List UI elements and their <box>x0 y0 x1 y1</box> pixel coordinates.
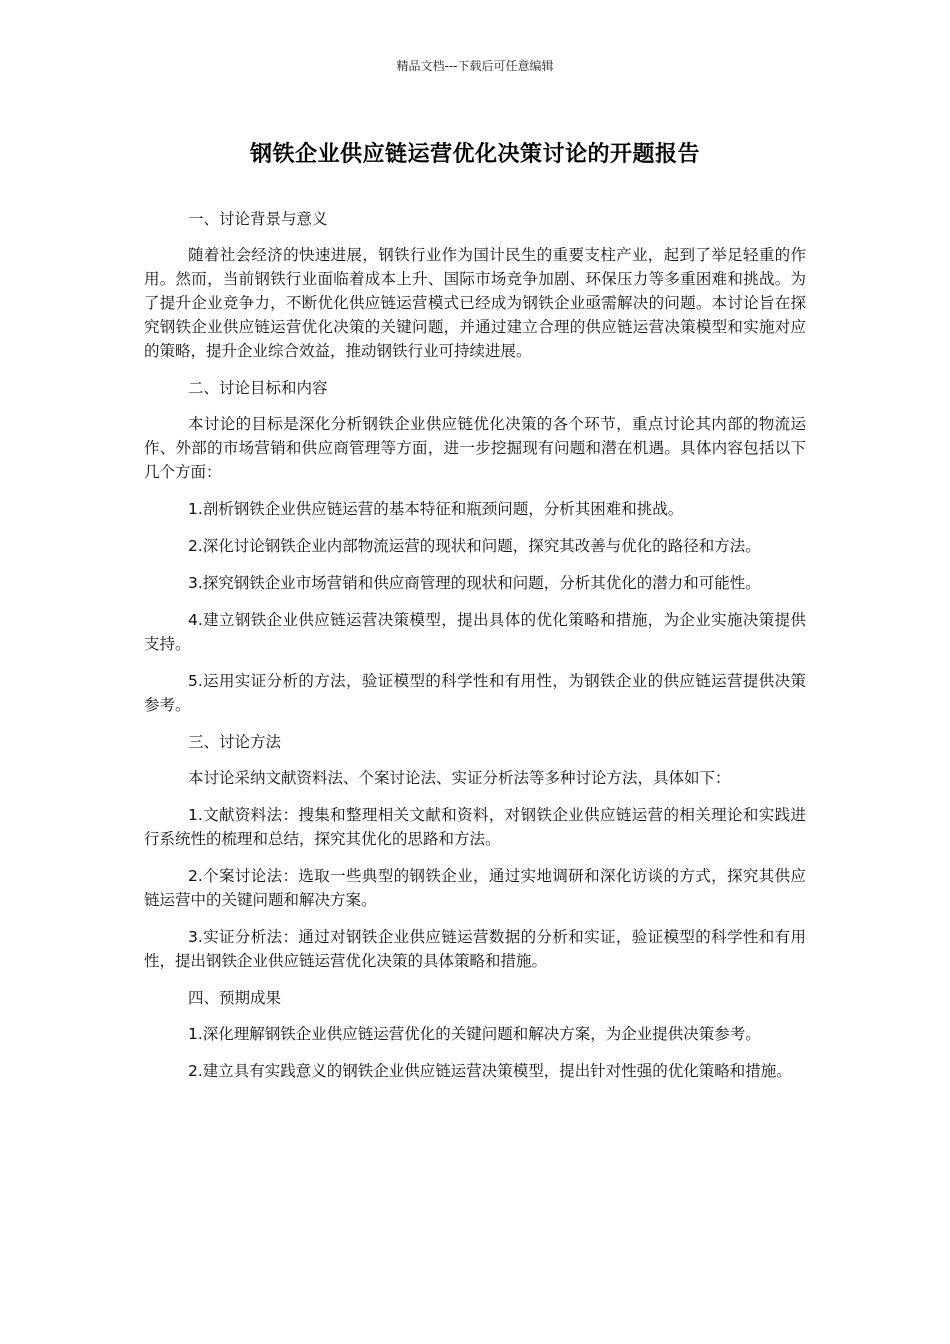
list-item: 1.深化理解钢铁企业供应链运营优化的关键问题和解决方案，为企业提供决策参考。 <box>188 1025 761 1043</box>
paragraph: 本讨论的目标是深化分析钢铁企业供应链优化决策的各个环节，重点讨论其内部的物流运作、外部的市场营销和供应商管理等方面，进一步挖掘现有问题和潜在机遇。具体内容包括以下几个方面： <box>144 415 806 481</box>
list-item: 2.个案讨论法：选取一些典型的钢铁企业，通过实地调研和深化访谈的方式，探究其供应链运营中的关键问题和解决方案。 <box>144 867 806 909</box>
header-note: 精品文档---下载后可任意编辑 <box>396 59 554 73</box>
list-item: 4.建立钢铁企业供应链运营决策模型，提出具体的优化策略和措施，为企业实施决策提供支持。 <box>144 611 806 653</box>
section-heading-objectives: 二、讨论目标和内容 <box>188 379 328 397</box>
list-item: 2.建立具有实践意义的钢铁企业供应链运营决策模型，提出针对性强的优化策略和措施。 <box>188 1062 792 1080</box>
section-heading-outcomes: 四、预期成果 <box>188 989 282 1007</box>
list-item: 3.实证分析法：通过对钢铁企业供应链运营数据的分析和实证，验证模型的科学性和有用性，提出钢铁企业供应链运营优化决策的具体策略和措施。 <box>144 928 806 970</box>
section-heading-methods: 三、讨论方法 <box>188 733 282 751</box>
list-item: 3.探究钢铁企业市场营销和供应商管理的现状和问题，分析其优化的潜力和可能性。 <box>188 574 761 592</box>
list-item: 1.文献资料法：搜集和整理相关文献和资料，对钢铁企业供应链运营的相关理论和实践进行系统性的梳理和总结，探究其优化的思路和方法。 <box>144 806 806 848</box>
list-item: 2.深化讨论钢铁企业内部物流运营的现状和问题，探究其改善与优化的路径和方法。 <box>188 537 761 555</box>
paragraph: 随着社会经济的快速进展，钢铁行业作为国计民生的重要支柱产业，起到了举足轻重的作用。然而，当前钢铁行业面临着成本上升、国际市场竞争加剧、环保压力等多重困难和挑战。为了提升企业竞争力，不断优化供应链运营模式已经成为钢铁企业亟需解决的问题。本讨论旨在探究钢铁企业供应链运营优化决策的关键问题，并通过建立合理的供应链运营决策模型和实施对应的策略，提升企业综合效益，推动钢铁行业可持续进展。 <box>144 246 806 360</box>
document-body <box>144 207 806 1096</box>
list-item: 5.运用实证分析的方法，验证模型的科学性和有用性，为钢铁企业的供应链运营提供决策参考。 <box>144 672 806 714</box>
section-heading-background: 一、讨论背景与意义 <box>188 210 328 228</box>
paragraph: 本讨论采纳文献资料法、个案讨论法、实证分析法等多种讨论方法，具体如下： <box>188 769 731 787</box>
page-title: 钢铁企业供应链运营优化决策讨论的开题报告 <box>249 142 700 167</box>
list-item: 1.剖析钢铁企业供应链运营的基本特征和瓶颈问题，分析其困难和挑战。 <box>188 500 684 518</box>
